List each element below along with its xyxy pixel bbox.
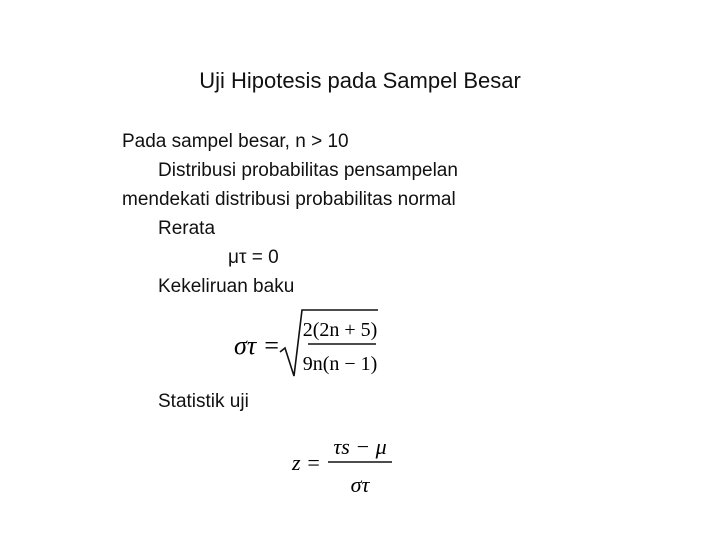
mean-formula: μτ = 0 xyxy=(228,247,279,268)
mean-label: Rerata xyxy=(158,218,216,239)
distribution-text-1: Distribusi probabilitas pensampelan xyxy=(158,160,458,181)
z-lhs: z = xyxy=(292,450,321,475)
sigma-denominator: 9n(n − 1) xyxy=(302,353,378,375)
distribution-text-2: mendekati distribusi probabilitas normal xyxy=(122,189,456,210)
slide-title: Uji Hipotesis pada Sampel Besar xyxy=(199,68,521,93)
intro-text: Pada sampel besar, n > 10 xyxy=(122,131,349,152)
z-denominator: στ xyxy=(350,472,370,497)
z-statistic-formula xyxy=(288,426,408,506)
test-statistic-label: Statistik uji xyxy=(158,391,249,412)
standard-error-formula xyxy=(228,306,388,386)
z-numerator: τs − μ xyxy=(333,434,387,459)
sigma-numerator: 2(2n + 5) xyxy=(302,319,378,341)
standard-error-label: Kekeliruan baku xyxy=(158,276,295,297)
sigma-tau-lhs: στ = xyxy=(234,331,281,360)
